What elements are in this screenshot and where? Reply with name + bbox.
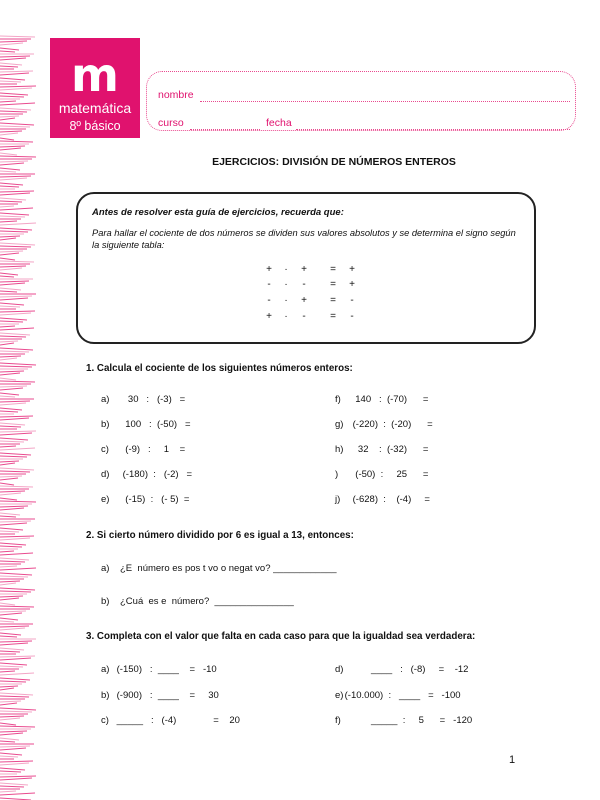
item-text[interactable]: (-10.000) : ____ = -100 <box>342 690 461 701</box>
item-text[interactable]: _____ : 5 = -120 <box>342 715 473 726</box>
item-label: a) <box>101 563 110 574</box>
name-field[interactable] <box>200 101 570 102</box>
sign-table-cell: · <box>284 311 288 322</box>
item-label: ) <box>335 469 339 480</box>
sign-table-cell: · <box>284 279 288 290</box>
item-label: d) <box>335 664 344 675</box>
item-text[interactable]: ____ : (-8) = -12 <box>342 664 469 675</box>
item-expression: 140 : (-70) = <box>350 394 429 405</box>
item-text[interactable]: (-150) : ____ = -10 <box>114 664 217 675</box>
logo-letter: m <box>71 48 119 102</box>
sign-table-cell: · <box>284 264 288 275</box>
item-label: e) <box>101 494 110 505</box>
item-label: f) <box>335 394 341 405</box>
item-label: b) <box>101 690 110 701</box>
item-label: c) <box>101 444 109 455</box>
sign-table-cell: + <box>266 311 272 322</box>
item-label: b) <box>101 596 110 607</box>
item-label: e) <box>335 690 344 701</box>
sign-table-cell: · <box>284 295 288 306</box>
sign-table-cell: = <box>330 311 336 322</box>
reminder-text: Para hallar el cociente de dos números se dividen sus valores absolutos y se determina el signo según la siguiente tabla: <box>92 228 516 250</box>
item-expression: (-9) : 1 = <box>120 444 186 455</box>
item-label: h) <box>335 444 344 455</box>
logo-grade: 8º básico <box>69 119 121 133</box>
item-label: b) <box>101 419 110 430</box>
sign-table-cell: - <box>350 311 354 322</box>
item-label: d) <box>101 469 110 480</box>
question-2-title: 2. Si cierto número dividido por 6 es igual a 13, entonces: <box>86 530 354 541</box>
logo-subject: matemática <box>58 100 132 116</box>
date-label: fecha <box>266 117 292 129</box>
item-expression: (-180) : (-2) = <box>120 469 193 480</box>
logo <box>50 38 140 138</box>
name-label: nombre <box>158 89 194 101</box>
sign-table-cell: - <box>302 311 306 322</box>
item-expression: (-220) : (-20) = <box>350 419 433 430</box>
sign-table-cell: - <box>302 279 306 290</box>
item-label: f) <box>335 715 341 726</box>
item-label: j) <box>335 494 341 505</box>
sign-table-cell: + <box>301 264 307 275</box>
sign-table-cell: + <box>349 264 355 275</box>
page-title: EJERCICIOS: DIVISIÓN DE NÚMEROS ENTEROS <box>212 156 456 168</box>
sign-table-cell: - <box>267 295 271 306</box>
item-expression: (-15) : (- 5) = <box>120 494 190 505</box>
item-text[interactable]: ¿E número es pos t vo o negat vo? ____________ <box>120 563 337 574</box>
course-field[interactable] <box>190 129 260 130</box>
item-expression: (-628) : (-4) = <box>350 494 430 505</box>
course-label: curso <box>158 117 184 129</box>
decorative-fringe <box>0 0 46 800</box>
item-expression: 100 : (-50) = <box>120 419 191 430</box>
date-field[interactable] <box>296 129 570 130</box>
item-text[interactable]: (-900) : ____ = 30 <box>114 690 219 701</box>
question-3-title: 3. Completa con el valor que falta en cada caso para que la igualdad sea verdadera: <box>86 631 476 642</box>
item-text[interactable]: _____ : (-4) = 20 <box>114 715 240 726</box>
sign-table-cell: = <box>330 264 336 275</box>
page-number: 1 <box>509 754 516 766</box>
item-label: c) <box>101 715 109 726</box>
item-expression: 30 : (-3) = <box>120 394 186 405</box>
item-label: a) <box>101 664 110 675</box>
sign-table-cell: - <box>350 295 354 306</box>
sign-table-cell: - <box>267 279 271 290</box>
sign-table-cell: + <box>301 295 307 306</box>
reminder-heading: Antes de resolver esta guía de ejercicios, recuerda que: <box>92 207 344 218</box>
item-text[interactable]: ¿Cuá es e número? _______________ <box>120 596 294 607</box>
item-expression: (-50) : 25 = <box>350 469 429 480</box>
sign-table-cell: = <box>330 295 336 306</box>
item-label: g) <box>335 419 344 430</box>
sign-table-cell: + <box>266 264 272 275</box>
sign-table-cell: = <box>330 279 336 290</box>
sign-table-cell: + <box>349 279 355 290</box>
item-expression: 32 : (-32) = <box>350 444 429 455</box>
item-label: a) <box>101 394 110 405</box>
question-1-title: 1. Calcula el cociente de los siguientes números enteros: <box>86 363 353 374</box>
